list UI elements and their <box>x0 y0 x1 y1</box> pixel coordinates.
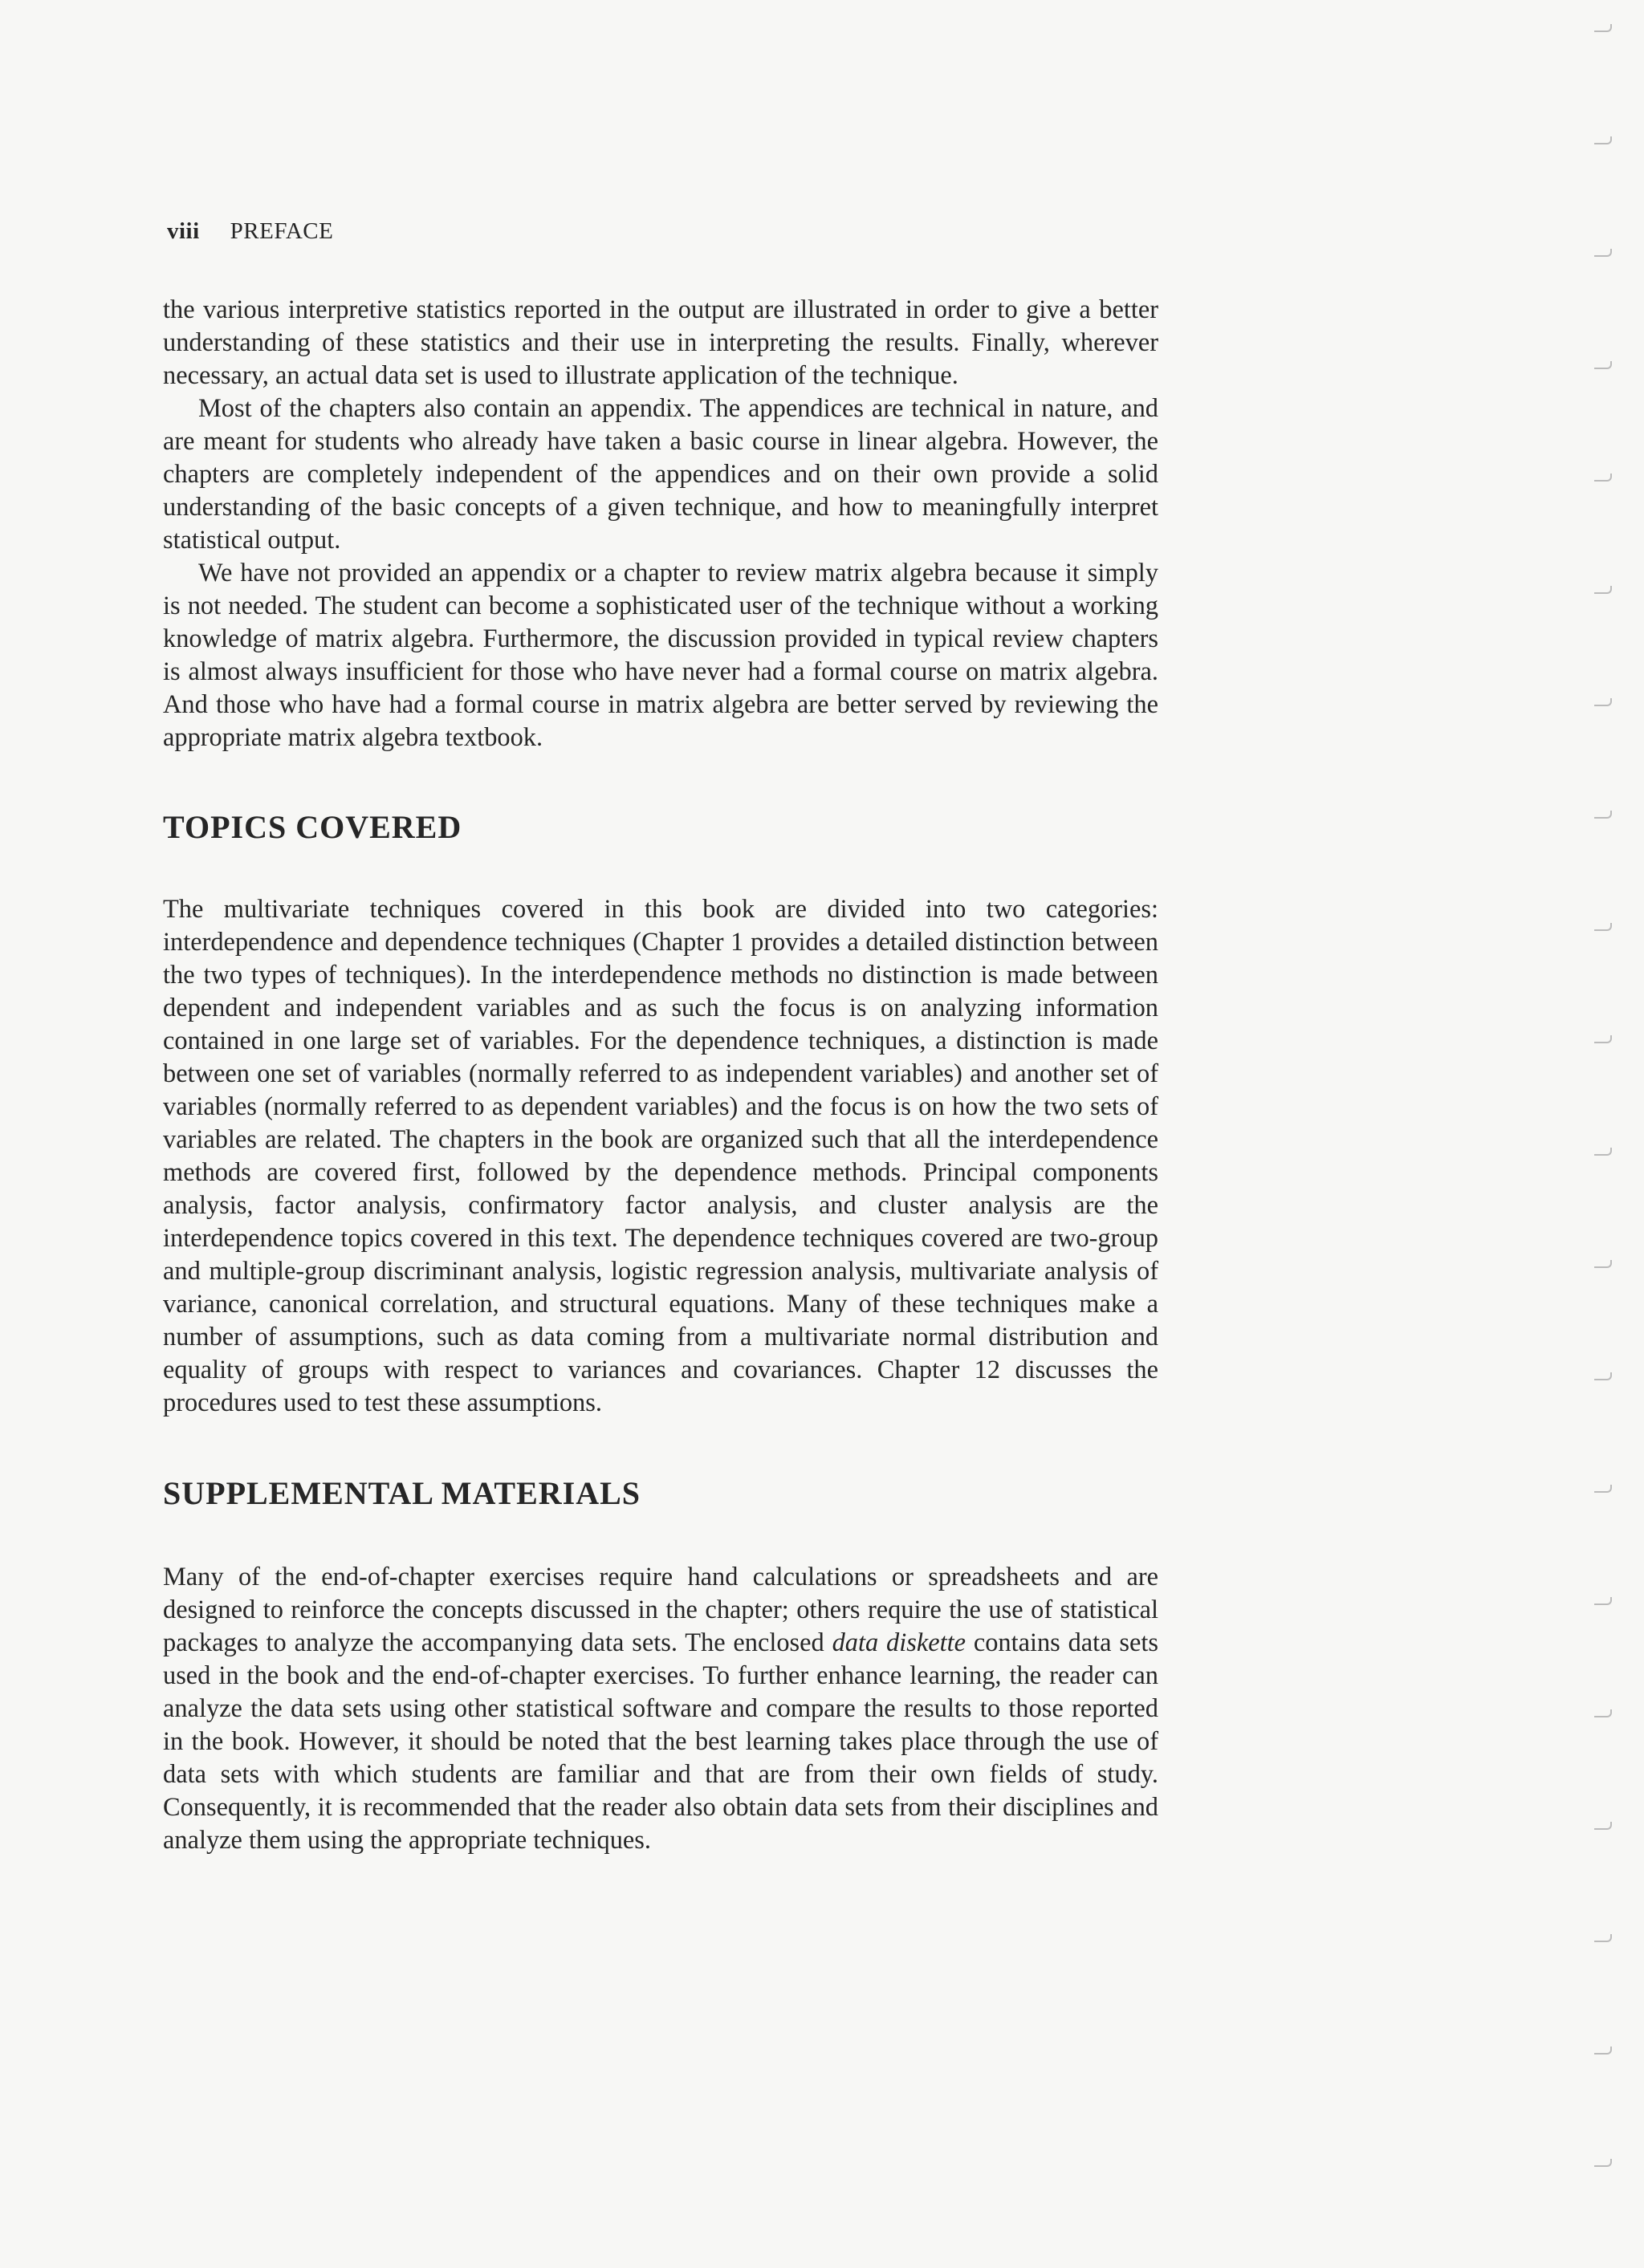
binding-edge-mark <box>1594 2159 1612 2167</box>
binding-edge-mark <box>1594 923 1612 931</box>
paragraph-intro-3: We have not provided an appendix or a chapter to review matrix algebra because it simply is not needed. The student can become a sophisticated user of the technique without a working knowledge of matrix algebra. Furthermore, the discussion provided in typical review chapters is almost always insufficient for those who have never had a formal course on matrix algebra. And those who have had a formal course in matrix algebra are better served by reviewing the appropriate matrix algebra textbook. <box>163 559 1158 752</box>
paragraph-supplemental <box>163 1561 1158 1857</box>
binding-edge-mark <box>1594 1597 1612 1605</box>
paragraph-intro-2: Most of the chapters also contain an appendix. The appendices are technical in nature, and are meant for students who already have taken a basic course in linear algebra. However, the chapters are completely independent of the appendices and on their own provide a solid understanding of the basic concepts of a given technique, and how to meaningfully interpret statistical output. <box>163 394 1158 555</box>
binding-edge-mark <box>1594 1822 1612 1830</box>
binding-edge-mark <box>1594 1372 1612 1380</box>
section-heading-topics: TOPICS COVERED <box>163 809 462 845</box>
binding-edge-mark <box>1594 136 1612 144</box>
binding-edge-mark <box>1594 24 1612 32</box>
paragraph-topics: The multivariate techniques covered in this book are divided into two categories: interdependence and dependence techniques (Chapter 1 provides a detailed distinction between the two types of techniques). In the interdependence methods no distinction is made between dependent and independent variables and as such the focus is on analyzing information contained in one large set of variables. For the dependence techniques, a distinction is made between one set of variables (normally referred to as independent variables) and another set of variables (normally referred to as dependent variables) and the focus is on how the two sets of variables are related. The chapters in the book are organized such that all the interdependence methods are covered first, followed by the dependence methods. Principal components analysis, factor analysis, confirmatory factor analysis, and cluster analysis are the interdependence topics covered in this text. The dependence techniques covered are two-group and multiple-group discriminant analysis, logistic regression analysis, multivariate analysis of variance, canonical correlation, and structural equations. Many of these techniques make a number of assumptions, such as data coming from a multivariate normal distribution and equality of groups with respect to variances and covariances. Chapter 12 discusses the procedures used to test these assumptions. <box>163 895 1158 1417</box>
binding-edge-mark <box>1594 698 1612 706</box>
binding-edge-mark <box>1594 474 1612 482</box>
binding-edge-mark <box>1594 811 1612 819</box>
section-heading-supplemental: SUPPLEMENTAL MATERIALS <box>163 1475 641 1511</box>
page-number: viii <box>167 218 200 244</box>
page-header <box>167 218 333 245</box>
supplemental-text-part-2: contains data sets used in the book and the end-of-chapter exercises. To further enhance learning, the reader can analyze the data sets using other statistical software and compare the results to those reported in the book. However, it should be noted that the best learning takes place through the use of data sets with which students are familiar and that are from their own fields of study. Consequently, it is recommended that the reader also obtain data sets from their disciplines and analyze them using the appropriate techniques. <box>163 1628 1158 1855</box>
page-body <box>163 294 1158 1857</box>
binding-edge-mark <box>1594 586 1612 594</box>
binding-edge-mark <box>1594 1148 1612 1156</box>
binding-edge-mark <box>1594 361 1612 369</box>
binding-edge-mark <box>1594 1035 1612 1043</box>
binding-edge-mark <box>1594 249 1612 257</box>
binding-edge-mark <box>1594 1934 1612 1942</box>
paragraph-intro-1: the various interpretive statistics reported in the output are illustrated in order to give a better understanding of these statistics and their use in interpreting the results. Finally, wherever necessary, an actual data set is used to illustrate application of the technique. <box>163 295 1158 390</box>
binding-edge-mark <box>1594 1260 1612 1268</box>
running-title: PREFACE <box>230 218 334 244</box>
supplemental-text-part-1: Many of the end-of-chapter exercises require hand calculations or spreadsheets and are designed to reinforce the concepts discussed in the chapter; others require the use of statistical packages to analyze the accompanying data sets. The enclosed <box>163 1563 1158 1657</box>
binding-edge-mark <box>1594 1485 1612 1493</box>
binding-edge-mark <box>1594 1709 1612 1717</box>
data-diskette-emphasis: data diskette <box>832 1628 966 1657</box>
binding-edge-mark <box>1594 2046 1612 2055</box>
